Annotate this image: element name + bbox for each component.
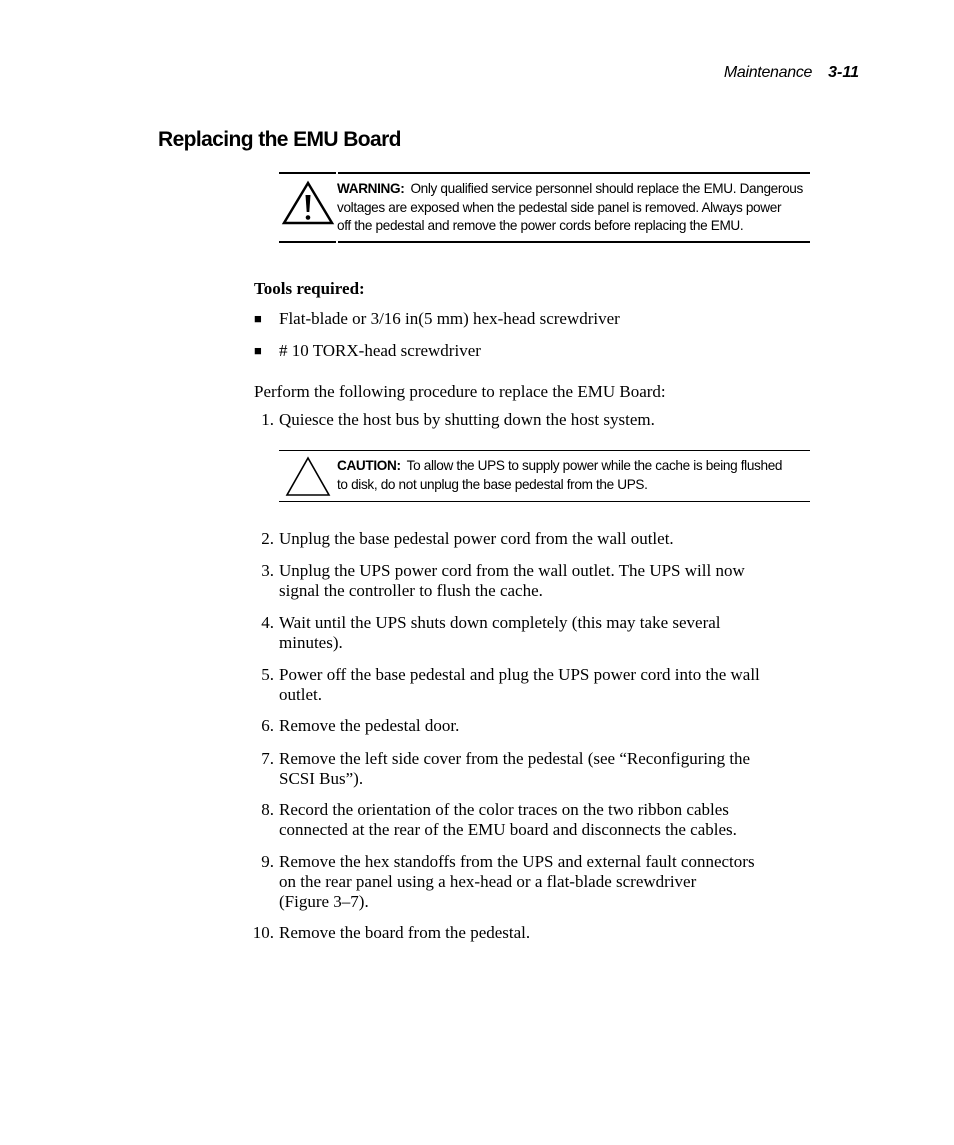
running-header-section: Maintenance [723,64,813,81]
step-number: 8. [261,800,274,819]
step-line: connected at the rear of the EMU board and disconnects the cables. [279,820,737,839]
warning-line-3: off the pedestal and remove the power cords before replacing the EMU. [337,218,744,233]
step-text [279,561,799,601]
step-text [279,923,799,943]
caution-bottom-rule [279,501,810,502]
step-line: Quiesce the host bus by shutting down the host system. [279,410,655,429]
step-number: 9. [261,852,274,871]
warning-text [337,180,814,236]
step-line: (Figure 3–7). [279,892,369,911]
caution-label: CAUTION: [337,458,401,473]
warning-label: WARNING: [337,181,405,196]
bullet-icon: ■ [254,343,262,358]
tool-item-2: # 10 TORX-head screwdriver [279,341,481,360]
caution-triangle-icon [281,455,335,502]
caution-text [337,457,814,494]
step-text [279,529,799,549]
section-title: Replacing the EMU Board [158,128,401,151]
step-text [279,410,799,430]
step-line: SCSI Bus”). [279,769,364,788]
step-line: outlet. [279,685,322,704]
step-line: Remove the pedestal door. [279,716,460,735]
step-line: Record the orientation of the color traces on the two ribbon cables [279,800,729,819]
step-number: 10. [252,923,274,942]
step-line: Remove the board from the pedestal. [279,923,531,942]
step-number: 5. [261,665,274,684]
step-line: signal the controller to flush the cache. [279,581,543,600]
caution-notice [279,450,810,502]
step-text [279,749,799,789]
step-line: Unplug the UPS power cord from the wall outlet. The UPS will now [279,561,745,580]
warning-top-rule [279,172,810,174]
step-text [279,852,799,912]
step-text [279,716,799,736]
warning-line-2: voltages are exposed when the pedestal side panel is removed. Always power [337,199,782,215]
step-number: 7. [261,749,274,768]
step-text [279,665,799,705]
bullet-icon: ■ [254,311,262,326]
caution-line-1: To allow the UPS to supply power while the cache is being flushed [406,458,783,473]
caution-top-rule [279,450,810,451]
warning-bottom-rule [279,241,810,243]
step-line: Unplug the base pedestal power cord from the wall outlet. [279,529,674,548]
step-text [279,613,799,653]
exclamation-triangle-icon [281,180,335,231]
step-number: 1. [261,410,274,429]
warning-notice [279,172,810,243]
step-line: Wait until the UPS shuts down completely (this may take several [279,613,721,632]
caution-line-2: to disk, do not unplug the base pedestal from the UPS. [337,476,648,492]
step-number: 2. [261,529,274,548]
step-number: 4. [261,613,274,632]
step-text [279,800,799,840]
step-number: 6. [261,716,274,735]
step-line: Remove the left side cover from the pedestal (see “Reconfiguring the [279,749,751,768]
page-number: 3-11 [828,64,859,81]
warning-line-1: Only qualified service personnel should replace the EMU. Dangerous [410,181,803,196]
step-line: on the rear panel using a hex-head or a flat-blade screwdriver [279,872,697,891]
step-line: Remove the hex standoffs from the UPS and external fault connectors [279,852,755,871]
running-header [724,64,859,82]
tool-item-1: Flat-blade or 3/16 in(5 mm) hex-head screwdriver [279,309,620,328]
procedure-intro: Perform the following procedure to replace the EMU Board: [254,382,666,401]
step-line: Power off the base pedestal and plug the UPS power cord into the wall [279,665,760,684]
step-line: minutes). [279,633,343,652]
step-number: 3. [261,561,274,580]
tools-heading: Tools required: [254,279,365,298]
